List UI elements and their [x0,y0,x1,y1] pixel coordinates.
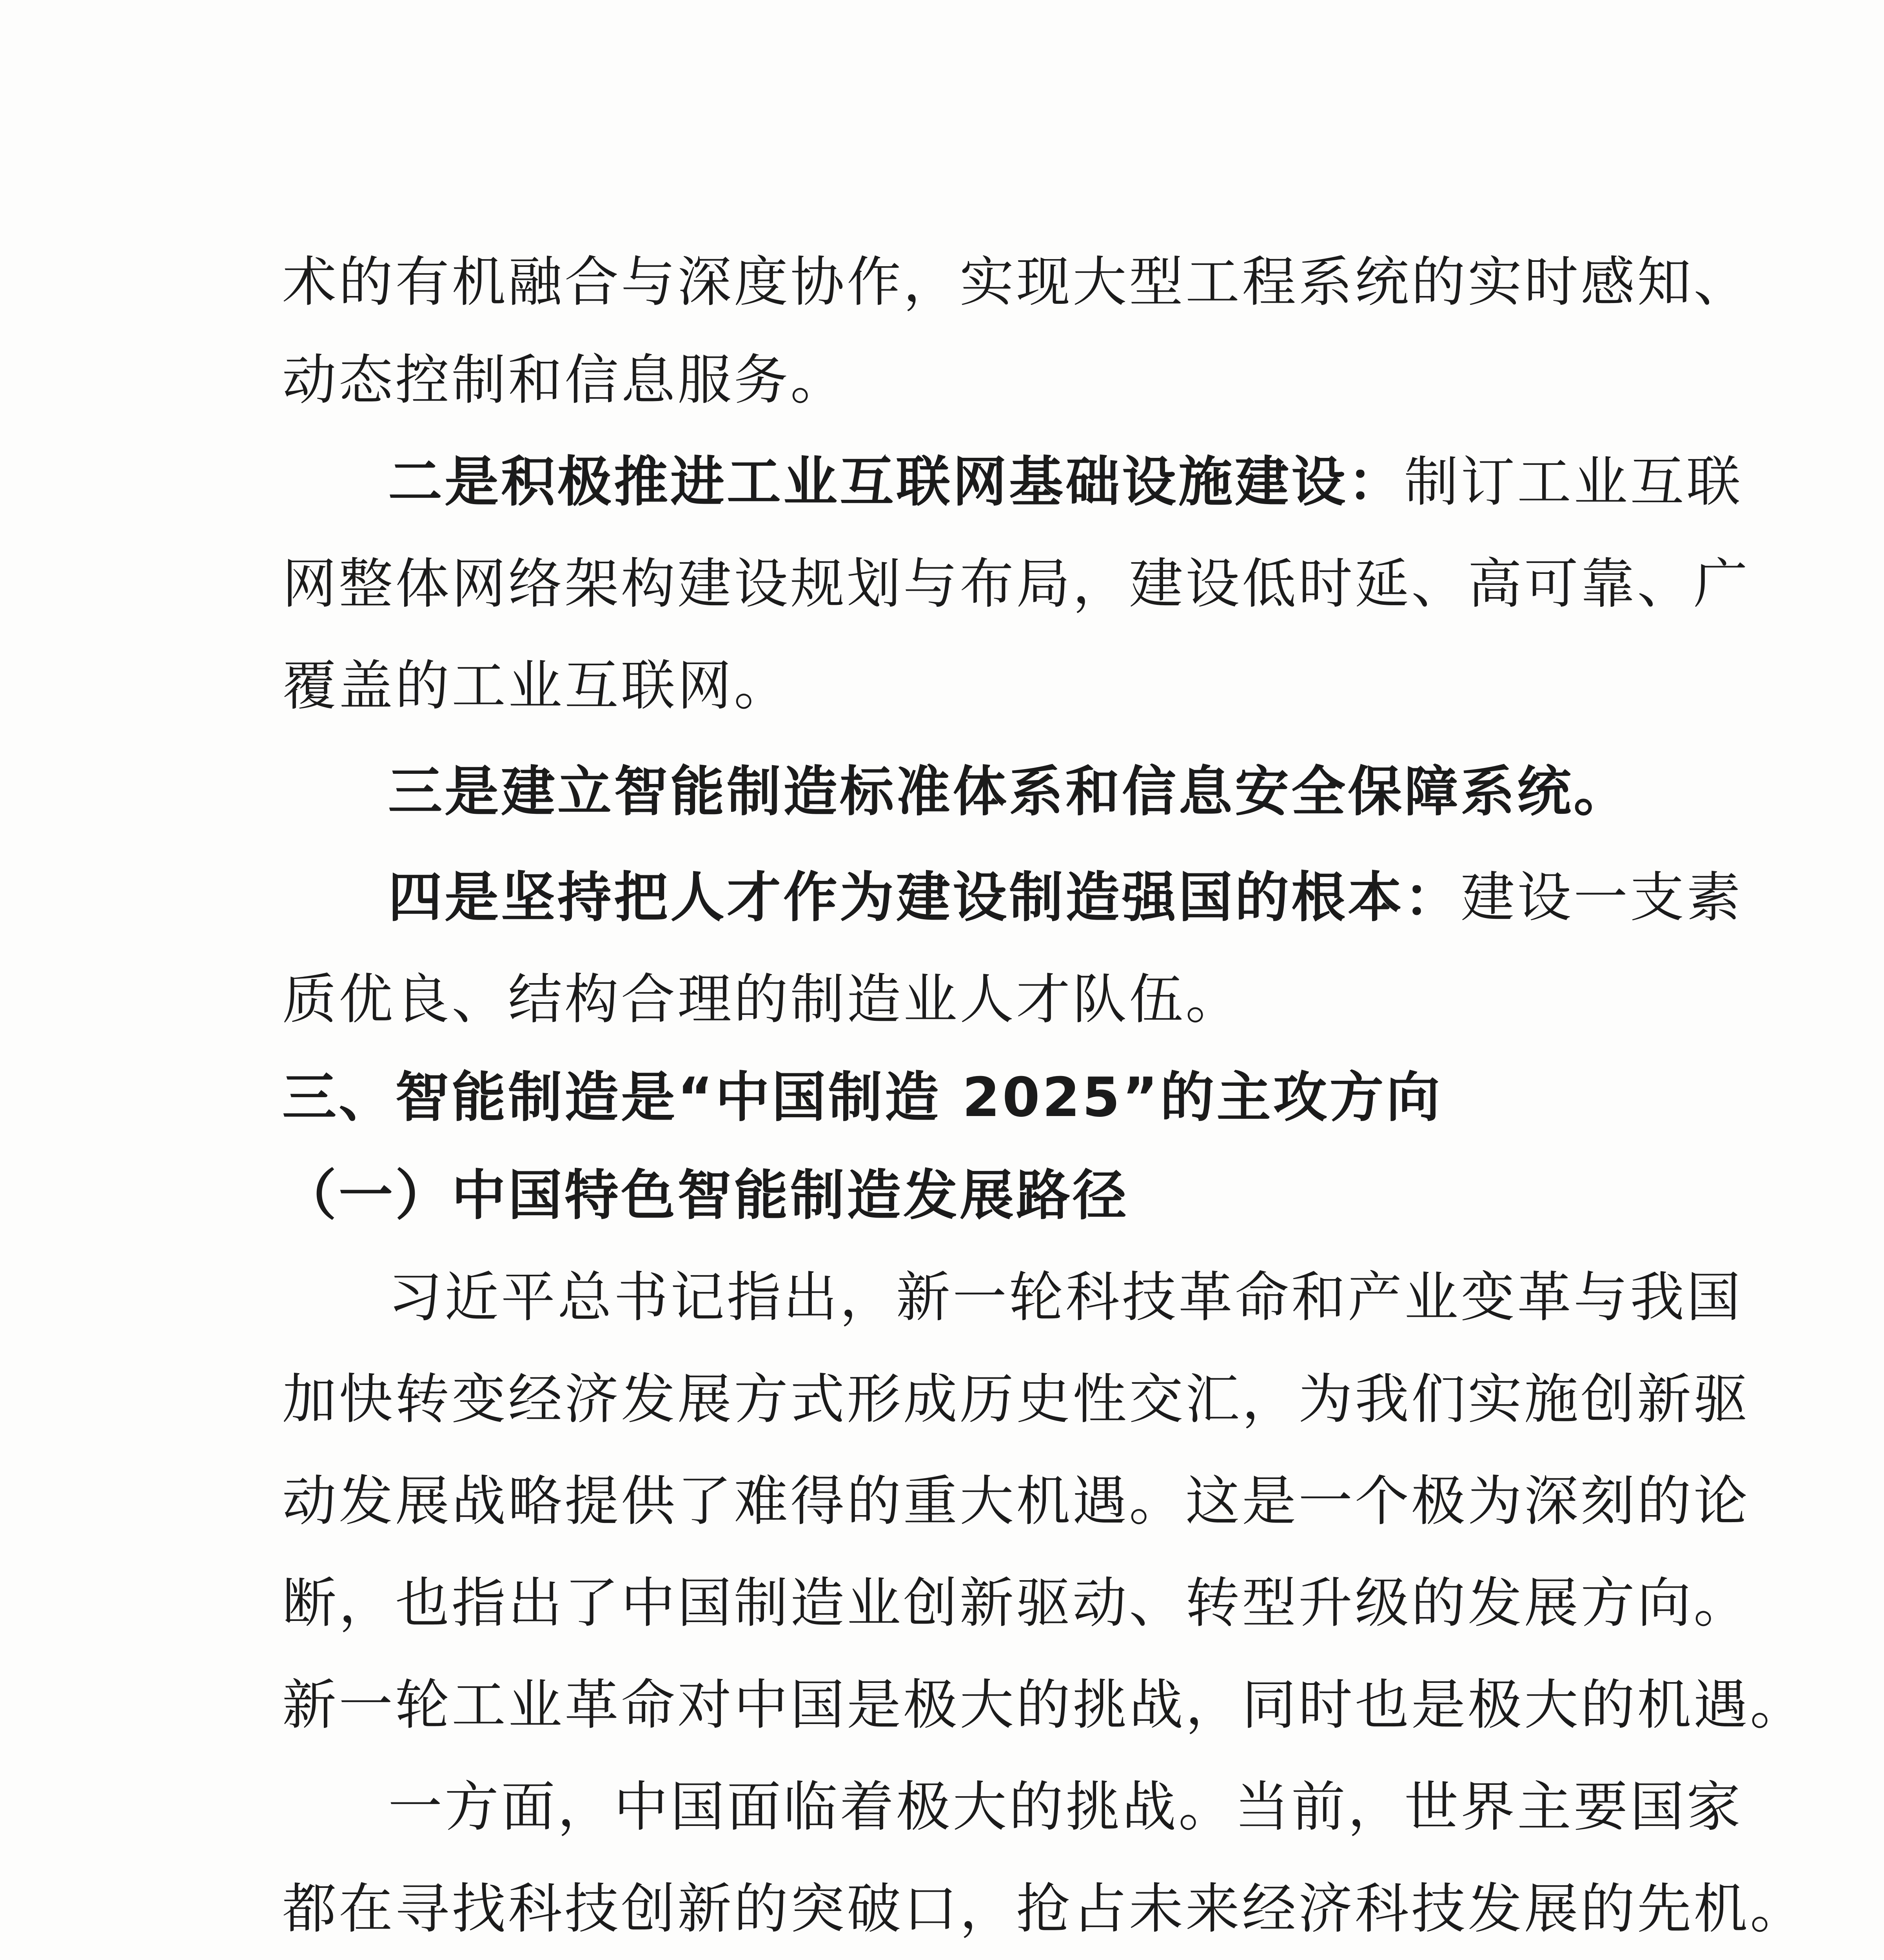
paragraph-line: 动态控制和信息服务。 [282,348,847,412]
paragraph-line: 动发展战略提供了难得的重大机遇。这是一个极为深刻的论 [282,1470,1750,1533]
paragraph-line: 网整体网络架构建设规划与布局，建设低时延、高可靠、广 [282,552,1750,615]
point-four-text: 建设一支素 [1461,866,1743,929]
section-heading: 三、智能制造是“中国制造 2025”的主攻方向 [282,1066,1443,1129]
paragraph-line: 都在寻找科技创新的突破口，抢占未来经济科技发展的先机。 [282,1877,1807,1940]
paragraph-line: 断，也指出了中国制造业创新驱动、转型升级的发展方向。 [282,1572,1750,1635]
point-three-line [388,757,1630,827]
point-four-line [388,862,1743,933]
paragraph-line: 加快转变经济发展方式形成历史性交汇，为我们实施创新驱 [282,1368,1750,1431]
point-two-text: 制订工业互联 [1404,450,1743,514]
subsection-heading: （一）中国特色智能制造发展路径 [282,1164,1129,1227]
paragraph-line: 一方面，中国面临着极大的挑战。当前，世界主要国家 [388,1775,1743,1838]
point-two-heading: 二是积极推进工业互联网基础设施建设： [388,450,1405,514]
paragraph-line: 质优良、结构合理的制造业人才队伍。 [282,968,1242,1031]
point-three-heading: 三是建立智能制造标准体系和信息安全保障系统。 [388,760,1630,823]
paragraph-line: 习近平总书记指出，新一轮科技革命和产业变革与我国 [388,1266,1743,1329]
point-two-line [388,447,1743,517]
paragraph-line: 术的有机融合与深度协作，实现大型工程系统的实时感知、 [282,250,1750,314]
paragraph-line: 新一轮工业革命对中国是极大的挑战，同时也是极大的机遇。 [282,1673,1807,1737]
paragraph-line: 覆盖的工业互联网。 [282,654,791,717]
point-four-heading: 四是坚持把人才作为建设制造强国的根本： [388,866,1461,929]
